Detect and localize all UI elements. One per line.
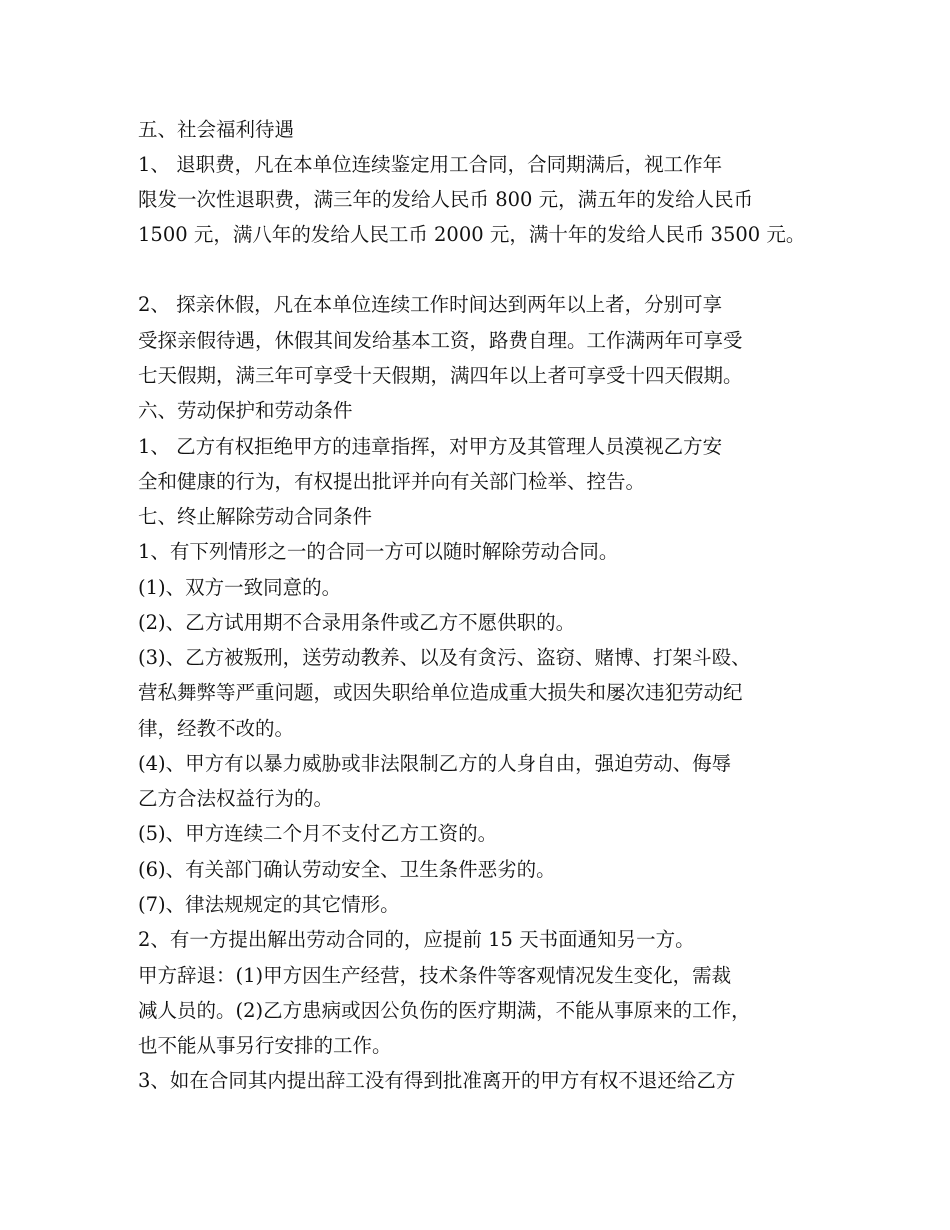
paragraph-line: 甲方辞退：(1)甲方因生产经营，技术条件等客观情况发生变化，需裁 bbox=[138, 964, 732, 987]
paragraph-line: 全和健康的行为，有权提出批评并向有关部门检举、控告。 bbox=[138, 470, 646, 493]
paragraph-line: 2、有一方提出解出劳动合同的，应提前 15 天书面通知另一方。 bbox=[138, 928, 695, 951]
paragraph-line: 七天假期，满三年可享受十天假期，满四年以上者可享受十四天假期。 bbox=[138, 364, 743, 387]
paragraph-line: 律，经教不改的。 bbox=[138, 717, 295, 740]
list-item: (4)、甲方有以暴力威胁或非法限制乙方的人身自由，强迫劳动、侮辱 bbox=[138, 752, 732, 775]
paragraph-line: 1500 元，满八年的发给人民工币 2000 元，满十年的发给人民币 3500 元。 bbox=[138, 223, 806, 246]
list-item: (6)、有关部门确认劳动安全、卫生条件恶劣的。 bbox=[138, 858, 556, 881]
paragraph-line: 也不能从事另行安排的工作。 bbox=[138, 1034, 392, 1057]
list-item: (7)、律法规规定的其它情形。 bbox=[138, 893, 400, 916]
paragraph-line: 1、有下列情形之一的合同一方可以随时解除劳动合同。 bbox=[138, 540, 619, 563]
paragraph-line: 受探亲假待遇，休假其间发给基本工资，路费自理。工作满两年可享受 bbox=[138, 329, 743, 352]
list-item: (1)、双方一致同意的。 bbox=[138, 576, 342, 599]
paragraph-line: 2、 探亲休假，凡在本单位连续工作时间达到两年以上者，分别可享 bbox=[138, 293, 723, 316]
paragraph-line: 乙方合法权益行为的。 bbox=[138, 787, 334, 810]
paragraph-line: 限发一次性退职费，满三年的发给人民币 800 元，满五年的发给人民币 bbox=[138, 188, 754, 211]
list-item: (3)、乙方被叛刑，送劳动教养、以及有贪污、盗窃、赌博、打架斗殴、 bbox=[138, 646, 751, 669]
paragraph-line: 减人员的。(2)乙方患病或因公负伤的医疗期满，不能从事原来的工作， bbox=[138, 999, 751, 1022]
section-heading: 七、终止解除劳动合同条件 bbox=[138, 505, 373, 528]
list-item: (2)、乙方试用期不合录用条件或乙方不愿供职的。 bbox=[138, 611, 576, 634]
paragraph-line: 3、如在合同其内提出辞工没有得到批准离开的甲方有权不退还给乙方 bbox=[138, 1069, 736, 1092]
paragraph-line: 1、 乙方有权拒绝甲方的违章指挥，对甲方及其管理人员漠视乙方安 bbox=[138, 435, 723, 458]
section-heading: 六、劳动保护和劳动条件 bbox=[138, 399, 353, 422]
paragraph-line: 营私舞弊等严重问题，或因失职给单位造成重大损失和屡次违犯劳动纪 bbox=[138, 681, 743, 704]
section-heading: 五、社会福利待遇 bbox=[138, 118, 295, 141]
paragraph-line: 1、 退职费，凡在本单位连续鉴定用工合同，合同期满后，视工作年 bbox=[138, 153, 723, 176]
list-item: (5)、甲方连续二个月不支付乙方工资的。 bbox=[138, 822, 498, 845]
